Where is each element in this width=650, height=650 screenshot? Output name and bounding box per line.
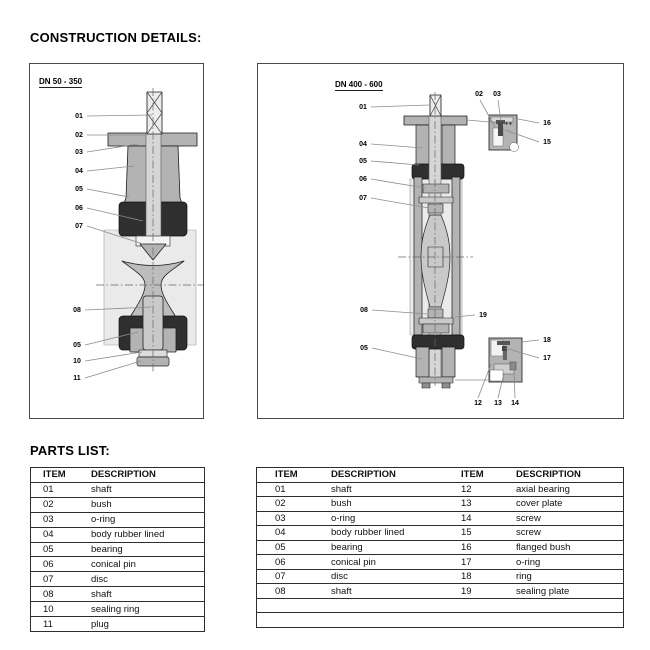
table-row bbox=[31, 528, 204, 543]
diagram-dn400-600 bbox=[257, 63, 624, 419]
table-row bbox=[257, 526, 623, 541]
table-row bbox=[257, 599, 623, 614]
cell-item: 10 bbox=[43, 603, 54, 615]
table-row bbox=[31, 617, 204, 631]
valve-drawing bbox=[404, 95, 467, 388]
cell-item: 18 bbox=[461, 571, 472, 583]
cell-description: axial bearing bbox=[516, 483, 570, 495]
callout-05-bottom: 05 bbox=[73, 341, 81, 349]
detail-inset-bottom bbox=[489, 338, 522, 382]
cell-item: 08 bbox=[43, 588, 54, 600]
callout-07: 07 bbox=[359, 194, 367, 202]
cell-item: 02 bbox=[275, 498, 286, 510]
cell-description: conical pin bbox=[331, 556, 376, 568]
cell-item: 15 bbox=[461, 527, 472, 539]
table-header-row bbox=[257, 468, 623, 483]
column-header-description: DESCRIPTION bbox=[331, 469, 396, 481]
parts-table-dn400-600 bbox=[256, 467, 624, 628]
cell-description: body rubber lined bbox=[331, 527, 405, 539]
callout-07: 07 bbox=[75, 222, 83, 230]
callout-11: 11 bbox=[73, 374, 81, 382]
callout-04: 04 bbox=[359, 140, 367, 148]
callout-13: 13 bbox=[494, 399, 502, 407]
cell-item: 01 bbox=[275, 483, 286, 495]
parts-table-dn50-350 bbox=[30, 467, 205, 632]
callout-03: 03 bbox=[75, 148, 83, 156]
callout-03: 03 bbox=[493, 90, 501, 98]
cell-item: 14 bbox=[461, 512, 472, 524]
cell-item: 07 bbox=[43, 573, 54, 585]
table-row bbox=[31, 557, 204, 572]
cell-description: disc bbox=[331, 571, 348, 583]
callout-01: 01 bbox=[75, 112, 83, 120]
table-row bbox=[257, 570, 623, 585]
table-row bbox=[31, 572, 204, 587]
diagram-dn50-350 bbox=[29, 63, 204, 419]
column-header-item: ITEM bbox=[461, 469, 484, 481]
table-row bbox=[31, 513, 204, 528]
callout-08: 08 bbox=[73, 306, 81, 314]
callout-06: 06 bbox=[359, 175, 367, 183]
callout-18: 18 bbox=[543, 336, 551, 344]
dn-range-label: DN 50 - 350 bbox=[39, 77, 83, 86]
callout-05-top: 05 bbox=[359, 157, 367, 165]
dn-range-label: DN 400 - 600 bbox=[335, 80, 383, 89]
callout-05-top: 05 bbox=[75, 185, 83, 193]
cell-description: sealing ring bbox=[91, 603, 140, 615]
cell-description: shaft bbox=[331, 585, 352, 597]
cell-item: 13 bbox=[461, 498, 472, 510]
table-row bbox=[31, 587, 204, 602]
cell-item: 03 bbox=[43, 514, 54, 526]
cell-item: 03 bbox=[275, 512, 286, 524]
cell-description: screw bbox=[516, 527, 541, 539]
cell-description: shaft bbox=[331, 483, 352, 495]
table-row bbox=[257, 497, 623, 512]
table-row bbox=[31, 483, 204, 498]
cell-item: 11 bbox=[43, 618, 53, 630]
callout-01: 01 bbox=[359, 103, 367, 111]
cell-item: 05 bbox=[275, 542, 286, 553]
callout-16: 16 bbox=[543, 119, 551, 127]
callout-05-bottom: 05 bbox=[360, 344, 368, 352]
cell-description: o-ring bbox=[516, 556, 541, 568]
cell-description: bush bbox=[91, 499, 112, 511]
table-row bbox=[31, 602, 204, 617]
table-row bbox=[257, 512, 623, 527]
page-title: CONSTRUCTION DETAILS: bbox=[30, 30, 202, 45]
table-row bbox=[31, 498, 204, 513]
cell-description: conical pin bbox=[91, 558, 136, 570]
cell-item: 06 bbox=[275, 556, 286, 568]
callout-12: 12 bbox=[474, 399, 482, 407]
cell-description: shaft bbox=[91, 588, 112, 600]
column-header-description: DESCRIPTION bbox=[91, 469, 156, 481]
cell-item: 07 bbox=[275, 571, 286, 583]
column-header-item: ITEM bbox=[43, 469, 66, 481]
cell-item: 16 bbox=[461, 542, 472, 553]
cell-item: 01 bbox=[43, 484, 54, 496]
cell-item: 04 bbox=[43, 529, 54, 541]
cell-item: 17 bbox=[461, 556, 472, 568]
valve-cross-section-dn400-600 bbox=[258, 64, 623, 418]
cell-description: bearing bbox=[331, 542, 363, 553]
callout-19: 19 bbox=[479, 311, 487, 319]
cell-item: 02 bbox=[43, 499, 54, 511]
callout-17: 17 bbox=[543, 354, 551, 362]
cell-description: screw bbox=[516, 512, 541, 524]
cell-description: bearing bbox=[91, 543, 123, 555]
valve-drawing bbox=[104, 92, 197, 366]
cell-item: 05 bbox=[43, 543, 54, 555]
cell-description: plug bbox=[91, 618, 109, 630]
cell-item: 04 bbox=[275, 527, 286, 539]
table-row bbox=[257, 483, 623, 498]
table-row bbox=[31, 543, 204, 558]
cell-description: ring bbox=[516, 571, 532, 583]
callout-10: 10 bbox=[73, 357, 81, 365]
cell-description: body rubber lined bbox=[91, 529, 165, 541]
table-row bbox=[257, 584, 623, 599]
cell-description: disc bbox=[91, 573, 108, 585]
table-row bbox=[257, 541, 623, 556]
callout-02: 02 bbox=[75, 131, 83, 139]
table-header-row bbox=[31, 468, 204, 483]
callout-08: 08 bbox=[360, 306, 368, 314]
callout-04: 04 bbox=[75, 167, 83, 175]
cell-description: cover plate bbox=[516, 498, 563, 510]
table-row bbox=[257, 555, 623, 570]
table-row bbox=[257, 613, 623, 627]
cell-description: shaft bbox=[91, 484, 112, 496]
column-header-description: DESCRIPTION bbox=[516, 469, 581, 481]
parts-list-title: PARTS LIST: bbox=[30, 443, 110, 458]
cell-description: o-ring bbox=[91, 514, 116, 526]
cell-description: flanged bush bbox=[516, 542, 571, 553]
cell-item: 08 bbox=[275, 585, 286, 597]
cell-description: sealing plate bbox=[516, 585, 570, 597]
cell-item: 19 bbox=[461, 585, 472, 597]
valve-cross-section-dn50-350 bbox=[30, 64, 203, 418]
cell-item: 12 bbox=[461, 483, 472, 495]
callout-14: 14 bbox=[511, 399, 519, 407]
column-header-item: ITEM bbox=[275, 469, 298, 481]
callout-02: 02 bbox=[475, 90, 483, 98]
cell-description: bush bbox=[331, 498, 352, 510]
callout-15: 15 bbox=[543, 138, 551, 146]
cell-item: 06 bbox=[43, 558, 54, 570]
cell-description: o-ring bbox=[331, 512, 356, 524]
callout-06: 06 bbox=[75, 204, 83, 212]
